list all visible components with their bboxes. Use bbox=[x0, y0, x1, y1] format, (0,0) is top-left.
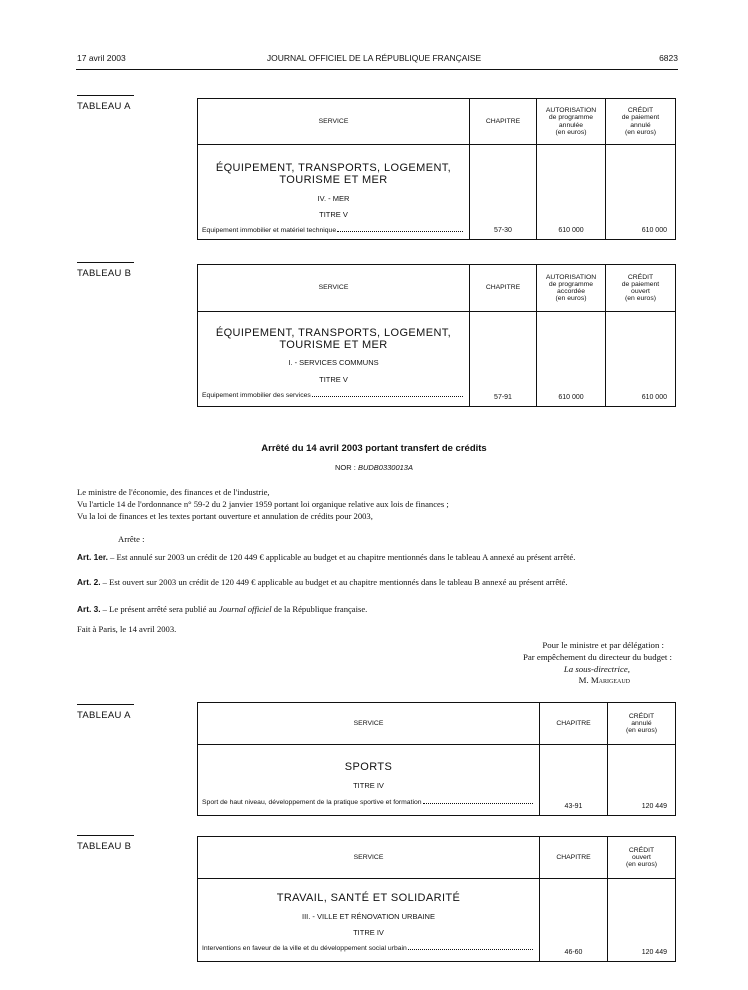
col-credit-header: CRÉDIT de paiement annulé (en euros) bbox=[606, 99, 676, 145]
titre-label: TITRE V bbox=[319, 375, 348, 385]
fait-a-paris: Fait à Paris, le 14 avril 2003. bbox=[77, 624, 177, 634]
row-autorisation: 610 000 bbox=[537, 145, 606, 240]
ministry-title: ÉQUIPEMENT, TRANSPORTS, LOGEMENT, bbox=[215, 162, 452, 174]
col-autorisation-header: AUTORISATION de programme accordée (en euros) bbox=[537, 265, 606, 312]
col-autorisation-header: AUTORISATION de programme annulée (en euros) bbox=[537, 99, 606, 145]
titre-label: TITRE IV bbox=[353, 927, 384, 937]
table4-service-cell bbox=[198, 879, 540, 962]
row-chapitre: 57-30 bbox=[470, 145, 537, 240]
visa-1: Le ministre de l'économie, des finances et de l'industrie, bbox=[77, 487, 270, 497]
table3 bbox=[197, 702, 676, 816]
col-service-header: SERVICE bbox=[198, 837, 540, 879]
row-credit: 120 449 bbox=[608, 879, 676, 962]
nor-label: NOR : bbox=[335, 463, 356, 472]
col-chapitre-header: CHAPITRE bbox=[470, 99, 537, 145]
signature-name: M. Marigeaud bbox=[578, 675, 630, 685]
signature-line-2: Par empêchement du directeur du budget : bbox=[522, 652, 672, 662]
article-3: Art. 3. – Le présent arrêté sera publié au Journal officiel de la République française. bbox=[77, 604, 368, 614]
col-chapitre-header: CHAPITRE bbox=[470, 265, 537, 312]
article-2: Art. 2. – Est ouvert sur 2003 un crédit de 120 449 € applicable au budget et au chapitre mentionnés dans le tableau B annexé au présent arrêté. bbox=[77, 577, 568, 587]
nor-value: BUDB0330013A bbox=[357, 463, 413, 472]
table4-label: TABLEAU B bbox=[77, 841, 132, 852]
col-credit-header: CRÉDIT annulé (en euros) bbox=[608, 703, 676, 745]
ministry-title: TRAVAIL, SANTÉ ET SOLIDARITÉ bbox=[276, 892, 461, 904]
section-title: IV. - MER bbox=[317, 194, 350, 204]
titre-label: TITRE IV bbox=[353, 780, 384, 790]
arrete-word: Arrête : bbox=[118, 534, 145, 544]
col-chapitre-header: CHAPITRE bbox=[540, 703, 608, 745]
visa-2: Vu l'article 14 de l'ordonnance n° 59-2 du 2 janvier 1959 portant loi organique relative aux lois de finances ; bbox=[77, 499, 449, 509]
titre-label: TITRE V bbox=[319, 210, 348, 220]
table4 bbox=[197, 836, 676, 962]
row-chapitre: 46-60 bbox=[540, 879, 608, 962]
row-autorisation: 610 000 bbox=[537, 312, 606, 407]
nor-line bbox=[0, 463, 748, 472]
header-page-number: 6823 bbox=[659, 53, 678, 63]
table1 bbox=[197, 98, 676, 240]
col-chapitre-header: CHAPITRE bbox=[540, 837, 608, 879]
col-credit-header: CRÉDIT de paiement ouvert (en euros) bbox=[606, 265, 676, 312]
ministry-title: SPORTS bbox=[344, 761, 393, 773]
row-credit: 610 000 bbox=[606, 312, 676, 407]
table1-service-cell bbox=[198, 145, 470, 240]
article-1: Art. 1er. – Est annulé sur 2003 un crédit de 120 449 € applicable au budget et au chapitre mentionnés dans le tableau A annexé au présent arrêté. bbox=[77, 552, 576, 562]
row-chapitre: 43-91 bbox=[540, 745, 608, 816]
section-title: I. - SERVICES COMMUNS bbox=[288, 358, 379, 368]
header-rule bbox=[76, 69, 678, 70]
ministry-title-line2: TOURISME ET MER bbox=[279, 338, 388, 351]
col-credit-header: CRÉDIT ouvert (en euros) bbox=[608, 837, 676, 879]
arrete-title: Arrêté du 14 avril 2003 portant transfert de crédits bbox=[261, 443, 487, 454]
section-title: III. - VILLE ET RÉNOVATION URBAINE bbox=[302, 911, 435, 921]
ministry-title-line2: TOURISME ET MER bbox=[279, 173, 388, 186]
row-chapitre: 57-91 bbox=[470, 312, 537, 407]
table-row: Sport de haut niveau, développement de la pratique sportive et formation bbox=[202, 799, 535, 806]
table-row: Interventions en faveur de la ville et du développement social urbain bbox=[202, 945, 535, 952]
table2 bbox=[197, 264, 676, 407]
signature-line-1: Pour le ministre et par délégation : bbox=[542, 640, 664, 650]
table3-label: TABLEAU A bbox=[77, 710, 131, 721]
row-credit: 120 449 bbox=[608, 745, 676, 816]
visa-3: Vu la loi de finances et les textes portant ouverture et annulation de crédits pour 2003, bbox=[77, 511, 373, 521]
row-credit: 610 000 bbox=[606, 145, 676, 240]
col-service-header: SERVICE bbox=[198, 99, 470, 145]
col-service-header: SERVICE bbox=[198, 265, 470, 312]
table2-label: TABLEAU B bbox=[77, 268, 132, 279]
header-date: 17 avril 2003 bbox=[77, 53, 126, 63]
header-journal-title: JOURNAL OFFICIEL DE LA RÉPUBLIQUE FRANÇAISE bbox=[266, 53, 482, 63]
signature-line-3: La sous-directrice, bbox=[563, 664, 630, 674]
table2-service-cell bbox=[198, 312, 470, 407]
table3-service-cell bbox=[198, 745, 540, 816]
ministry-title: ÉQUIPEMENT, TRANSPORTS, LOGEMENT, bbox=[215, 327, 452, 339]
col-service-header: SERVICE bbox=[198, 703, 540, 745]
table-row: Equipement immobilier et matériel technique bbox=[202, 227, 465, 234]
table1-label: TABLEAU A bbox=[77, 101, 131, 112]
table-row: Equipement immobilier des services bbox=[202, 392, 465, 399]
